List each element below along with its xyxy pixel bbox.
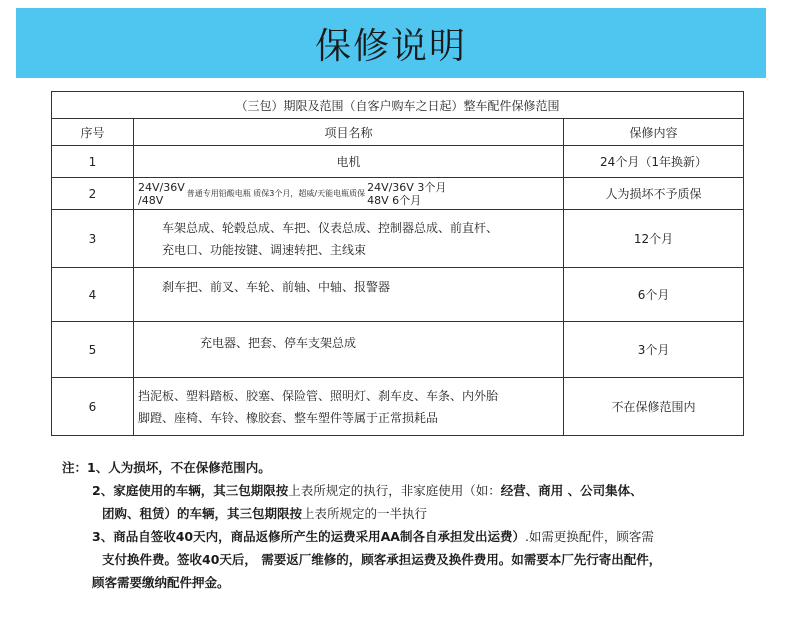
battery-description — [138, 181, 559, 207]
row-name — [134, 378, 564, 436]
row-name — [134, 268, 564, 322]
battery-left — [138, 181, 185, 207]
row-content: 人为损坏不予质保 — [564, 178, 744, 210]
row-name-line: 车架总成、轮毂总成、车把、仪表总成、控制器总成、前直杆、 — [162, 220, 499, 235]
row-index: 2 — [52, 178, 134, 210]
note-3-part: .如需更换配件，顾客需 — [524, 529, 654, 544]
note-2-part: 团购、租赁）的车辆，其三包期限按 — [102, 506, 303, 521]
table-row — [52, 210, 744, 268]
note-3-part: 3、商品自签收40天内，商品返修所产生的运费采用AA制各自承担发出运费） — [92, 529, 525, 544]
table-row — [52, 178, 744, 210]
battery-voltage-right-top: 24V/36V 3个月 — [367, 180, 447, 194]
header-content: 保修内容 — [564, 119, 744, 146]
table-row — [52, 322, 744, 378]
battery-right — [367, 181, 446, 207]
battery-middle-text: 普通专用铅酸电瓶 质保3个月，超威/天能电瓶质保 — [186, 189, 366, 198]
row-index: 5 — [52, 322, 134, 378]
battery-voltage-right-bottom: 48V 6个月 — [367, 193, 422, 207]
row-index: 3 — [52, 210, 134, 268]
table-header-row — [52, 119, 744, 146]
row-name-line: 充电器、把套、停车支架总成 — [200, 336, 357, 350]
row-content: 3个月 — [564, 322, 744, 378]
warranty-notes — [62, 456, 777, 594]
title-banner — [16, 8, 766, 78]
row-content: 24个月（1年换新） — [564, 146, 744, 178]
note-3-line-3: 顾客需要缴纳配件押金。 — [92, 575, 230, 590]
note-1: 注：1、人为损坏，不在保修范围内。 — [62, 460, 271, 475]
note-3-line-2: 支付换件费。签收40天后， 需要返厂维修的，顾客承担运费及换件费用。如需要本厂先行寄出配件， — [102, 552, 662, 567]
battery-voltage-left-bottom: /48V — [138, 193, 164, 207]
note-2-part: 上表所规定的执行，非家庭使用（如： — [288, 483, 501, 498]
note-2-part: 上表所规定的一半执行 — [302, 506, 428, 521]
page-title: 保修说明 — [314, 25, 467, 67]
note-3-line-1 — [62, 525, 777, 548]
row-name-line: 脚蹬、座椅、车铃、橡胶套、整车塑件等属于正常损耗品 — [138, 410, 439, 425]
row-content: 不在保修范围内 — [564, 378, 744, 436]
note-2-line-1 — [62, 479, 777, 502]
table-row — [52, 146, 744, 178]
note-2-part: 经营、商用 、公司集体、 — [500, 483, 643, 498]
row-name — [134, 210, 564, 268]
row-name-battery — [134, 178, 564, 210]
table-caption: （三包）期限及范围（自客户购车之日起）整车配件保修范围 — [52, 92, 744, 119]
table-row — [52, 378, 744, 436]
note-2-part: 2、家庭使用的车辆，其三包期限按 — [92, 483, 289, 498]
row-name-line: 充电口、功能按键、调速转把、主线束 — [162, 242, 367, 257]
row-content: 6个月 — [564, 268, 744, 322]
row-name — [134, 322, 564, 378]
row-index: 1 — [52, 146, 134, 178]
battery-voltage-left-top: 24V/36V — [138, 180, 185, 194]
header-index: 序号 — [52, 119, 134, 146]
table-row — [52, 268, 744, 322]
row-name-line: 挡泥板、塑料踏板、胶塞、保险管、照明灯、刹车皮、车条、内外胎 — [138, 388, 499, 403]
row-index: 6 — [52, 378, 134, 436]
row-name — [134, 146, 564, 178]
row-index: 4 — [52, 268, 134, 322]
row-name-line: 刹车把、前叉、车轮、前轴、中轴、报警器 — [162, 280, 391, 294]
header-name: 项目名称 — [134, 119, 564, 146]
note-2-line-2 — [62, 502, 777, 525]
warranty-table — [51, 91, 744, 436]
row-content: 12个月 — [564, 210, 744, 268]
row-name-line: 电机 — [336, 154, 361, 169]
